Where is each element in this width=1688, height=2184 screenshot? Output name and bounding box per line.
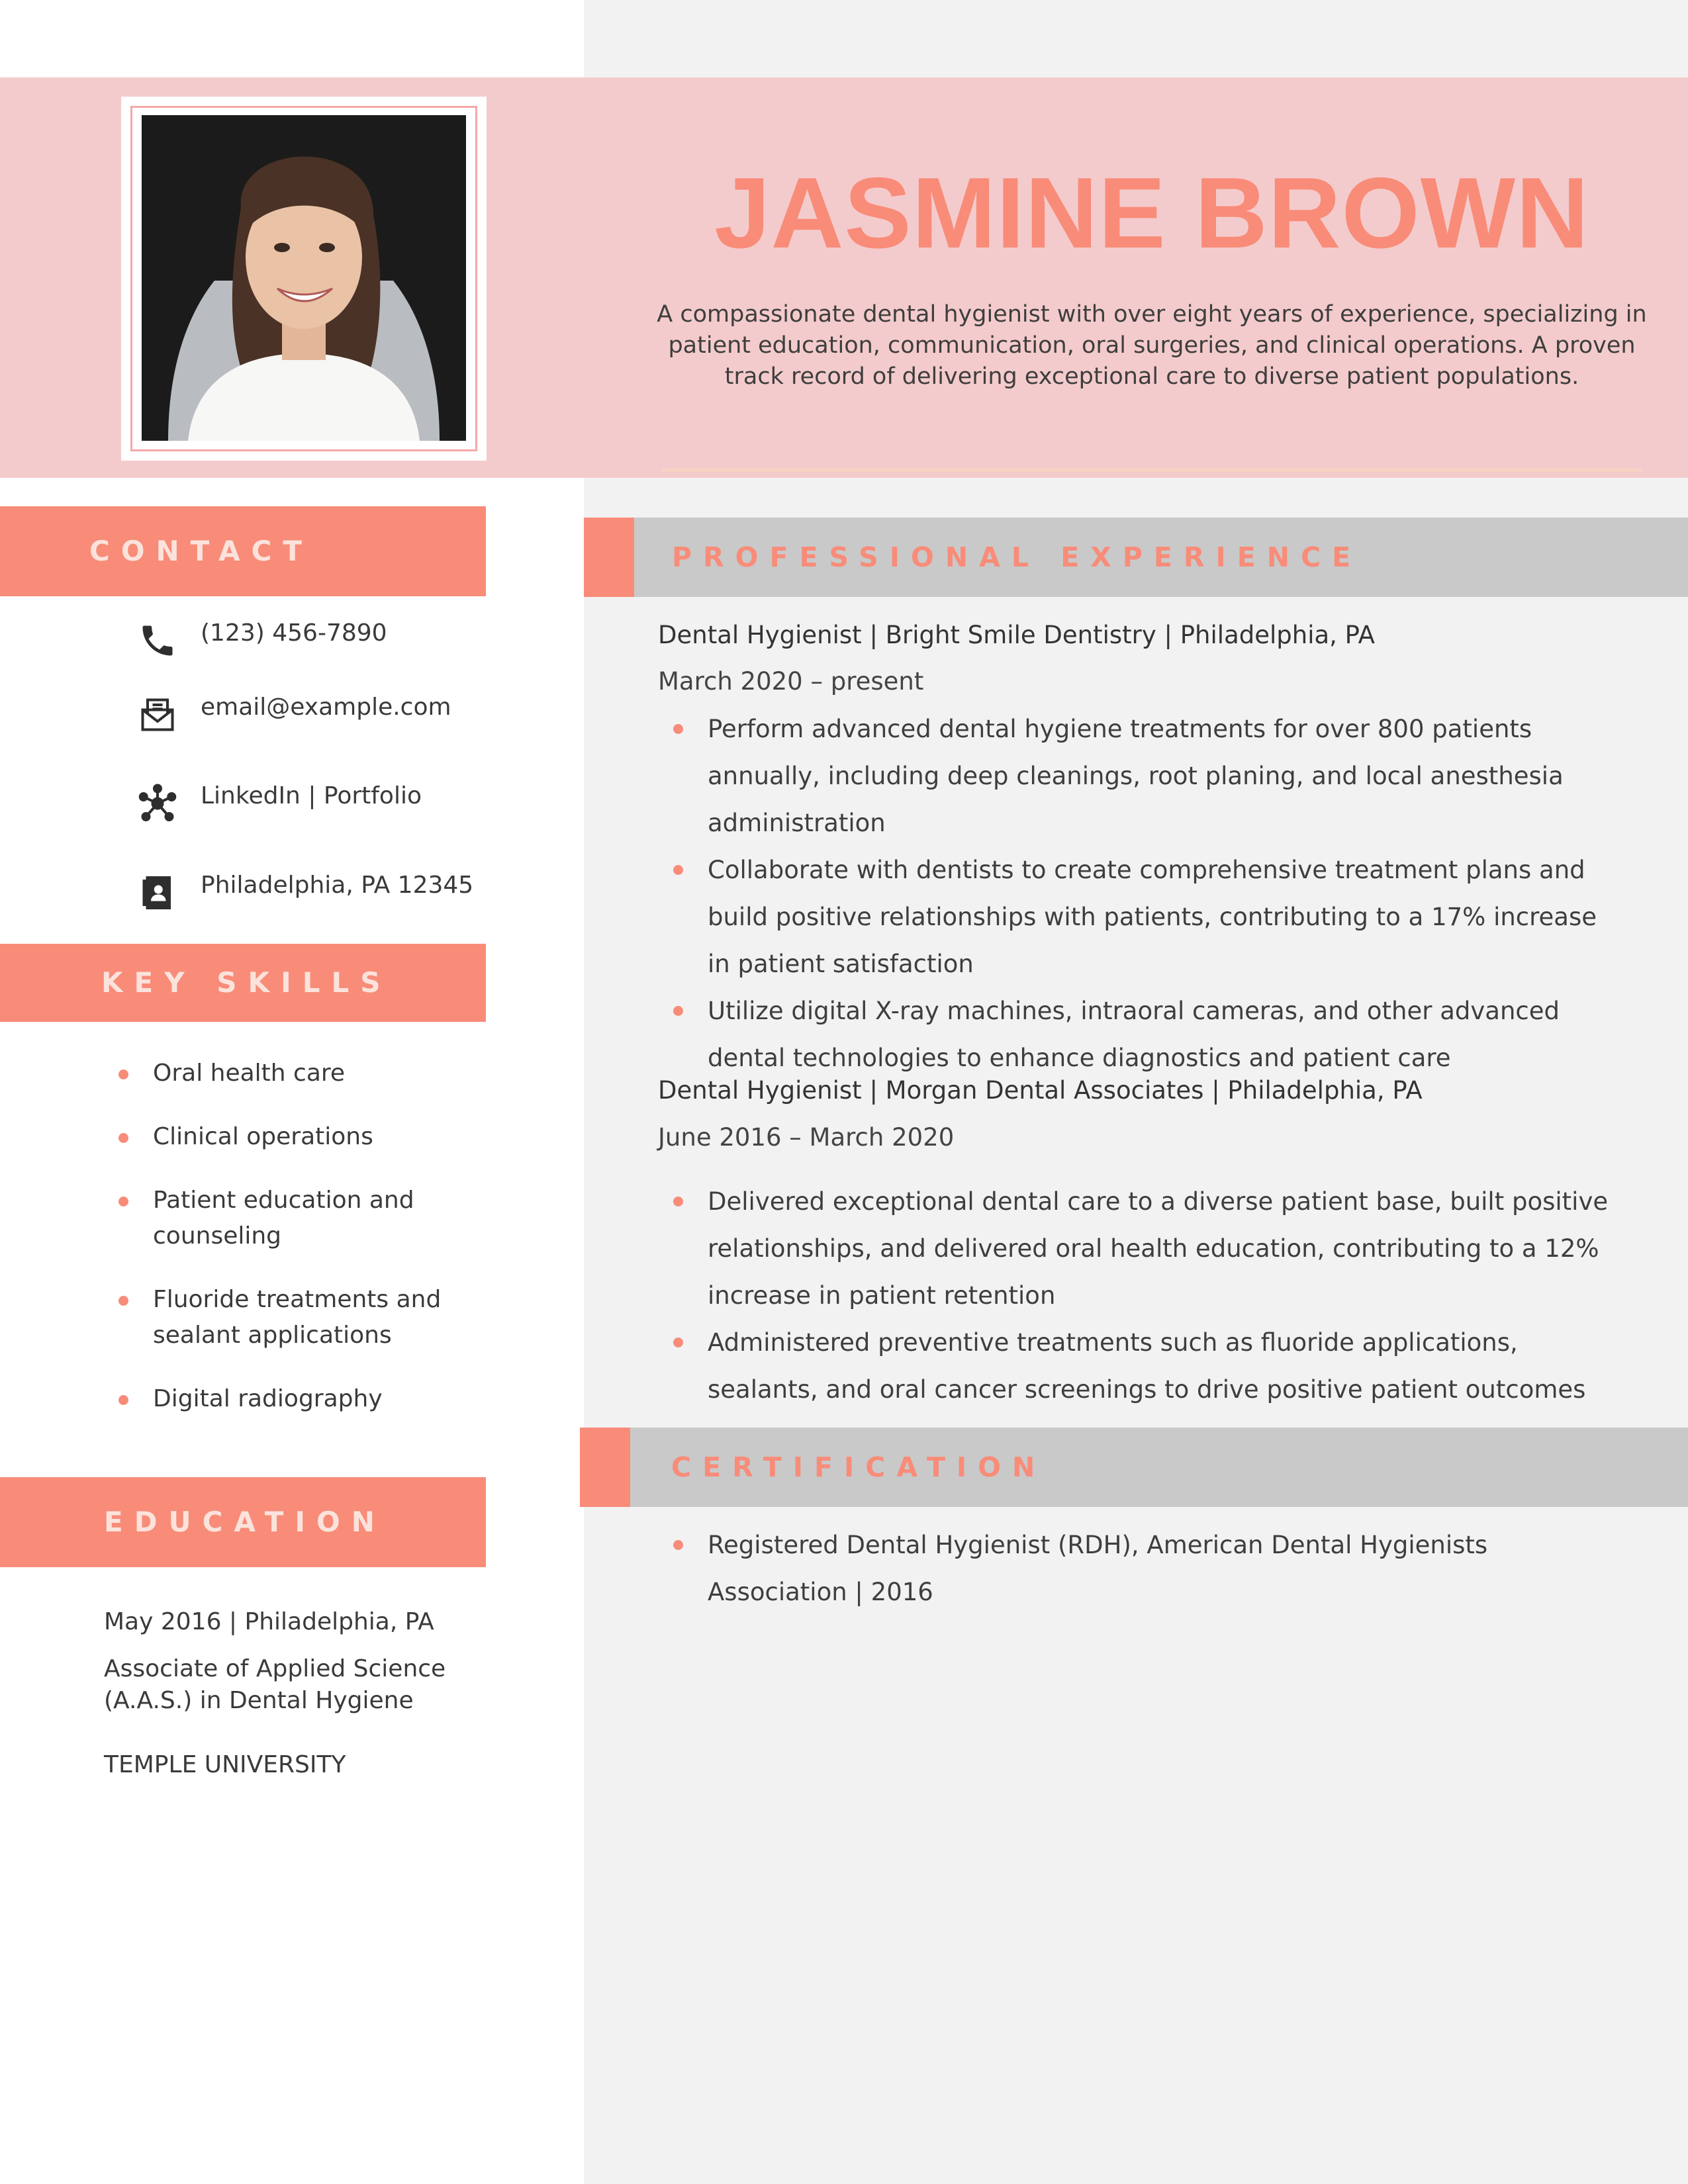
section-accent — [584, 518, 634, 597]
job-bullet: Utilize digital X-ray machines, intraoral cameras, and other advanced dental technologies to enhance diagnostics and patient care — [708, 987, 1621, 1081]
job-title: Dental Hygienist | Morgan Dental Associates | Philadelphia, PA — [658, 1076, 1423, 1105]
certification-list — [708, 1522, 1621, 1615]
skill-item: Patient education and counseling — [153, 1183, 530, 1282]
job-bullets — [708, 705, 1621, 1081]
experience-section-title: PROFESSIONAL EXPERIENCE — [672, 541, 1362, 573]
job-title: Dental Hygienist | Bright Smile Dentistry | Philadelphia, PA — [658, 621, 1375, 649]
profile-photo-illustration — [142, 115, 466, 441]
education-section-header — [0, 1477, 486, 1567]
skill-item: Oral health care — [153, 1056, 530, 1119]
job-bullet: Collaborate with dentists to create comprehensive treatment plans and build positive relationships with patients, contributing to a 17% increase in patient satisfaction — [708, 846, 1621, 987]
contact-phone[interactable]: (123) 456-7890 — [201, 619, 387, 647]
network-icon — [138, 784, 177, 823]
skill-item: Fluoride treatments and sealant applications — [153, 1282, 530, 1381]
job-bullet: Administered preventive treatments such as fluoride applications, sealants, and oral cancer screenings to drive positive patient outcomes — [708, 1319, 1621, 1413]
profile-photo — [142, 115, 466, 441]
contact-section-header — [0, 506, 486, 596]
education-school: TEMPLE UNIVERSITY — [104, 1751, 346, 1778]
skill-item: Digital radiography — [153, 1381, 530, 1445]
job-dates: March 2020 – present — [658, 667, 924, 696]
job-dates: June 2016 – March 2020 — [658, 1123, 955, 1152]
skills-section-title: KEY SKILLS — [101, 966, 392, 999]
contact-links[interactable]: LinkedIn | Portfolio — [201, 782, 422, 809]
contact-email[interactable]: email@example.com — [201, 694, 451, 721]
experience-section-header — [584, 518, 1688, 597]
certification-section-title: CERTIFICATION — [671, 1451, 1047, 1483]
skills-section-header — [0, 944, 486, 1022]
certification-item: Registered Dental Hygienist (RDH), American Dental Hygienists Association | 2016 — [708, 1522, 1621, 1615]
certification-section-header — [580, 1428, 1688, 1507]
header-divider — [662, 469, 1642, 472]
envelope-icon — [138, 695, 177, 735]
contact-card-icon — [138, 873, 177, 913]
education-date-location: May 2016 | Philadelphia, PA — [104, 1608, 434, 1635]
job-bullet: Delivered exceptional dental care to a diverse patient base, built positive relationships, and delivered oral health education, contributing to a 12% increase in patient retention — [708, 1178, 1621, 1319]
candidate-name: JASMINE BROWN — [714, 157, 1589, 269]
professional-summary: A compassionate dental hygienist with over eight years of experience, specializing in patient education, communication, oral surgeries, and clinical operations. A proven track record of delivering exceptional care to diverse patient populations. — [657, 301, 1647, 390]
education-degree: Associate of Applied Science (A.A.S.) in Dental Hygiene — [104, 1655, 446, 1714]
job-bullet: Perform advanced dental hygiene treatments for over 800 patients annually, including deep cleanings, root planing, and local anesthesia administration — [708, 705, 1621, 846]
job-bullets — [708, 1178, 1621, 1413]
contact-location: Philadelphia, PA 12345 — [201, 872, 474, 899]
skill-item: Clinical operations — [153, 1119, 530, 1183]
phone-icon — [138, 621, 177, 660]
contact-section-title: CONTACT — [89, 535, 314, 567]
education-section-title: EDUCATION — [104, 1506, 386, 1538]
section-accent — [580, 1428, 630, 1507]
profile-photo-frame — [121, 97, 487, 461]
skills-list — [153, 1056, 530, 1445]
